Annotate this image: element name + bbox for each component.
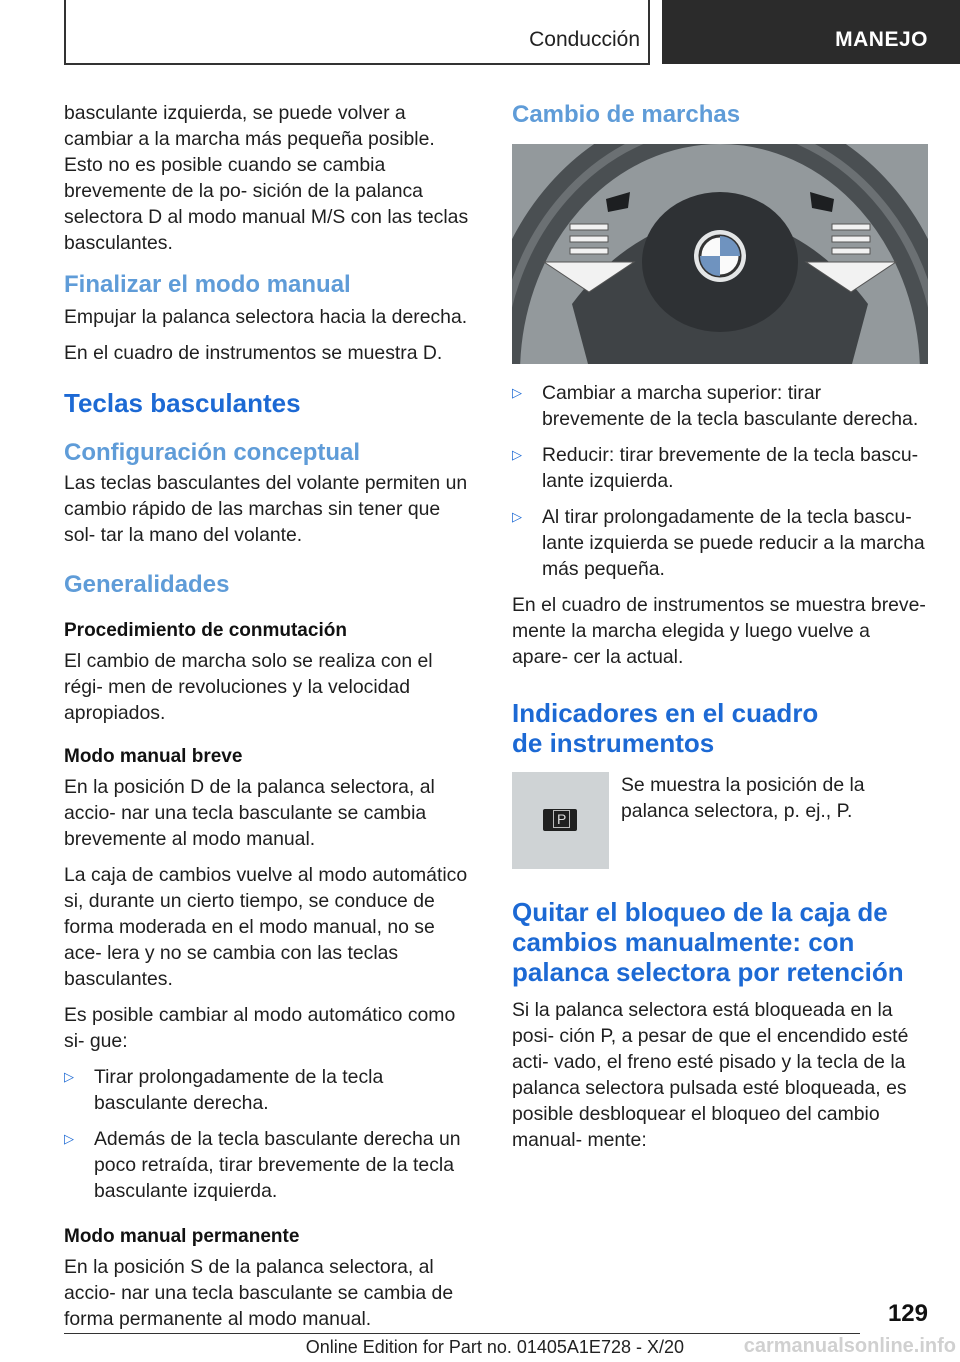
steering-wheel-illustration bbox=[512, 144, 928, 364]
finalizar-paragraph-2: En el cuadro de instrumentos se muestra D. bbox=[64, 342, 443, 364]
list-item: ▷ Cambiar a marcha superior: tirar brevemente de la tecla basculante derecha. bbox=[512, 382, 919, 430]
cambio-paragraph: En el cuadro de instrumentos se muestra breve- mente la marcha elegida y luego vuelve a apare- cer la actual. bbox=[512, 594, 926, 668]
header-section-title: Conducción bbox=[529, 28, 640, 51]
cambio-heading: Cambio de marchas bbox=[512, 101, 741, 128]
list-item: ▷ Tirar prolongadamente de la tecla basculante derecha. bbox=[64, 1066, 384, 1114]
triangle-bullet-icon: ▷ bbox=[512, 385, 522, 400]
procedimiento-heading: Procedimiento de conmutación bbox=[64, 620, 347, 641]
cambio-list bbox=[512, 380, 928, 582]
page-number: 129 bbox=[887, 1300, 928, 1327]
list-item: ▷ Además de la tecla basculante derecha un poco retraída, tirar brevemente de la tecla basculante izquierda. bbox=[64, 1128, 461, 1202]
modo-permanente-heading: Modo manual permanente bbox=[64, 1226, 300, 1247]
config-heading: Configuración conceptual bbox=[64, 439, 361, 466]
generalidades-heading: Generalidades bbox=[64, 571, 230, 598]
steering-wheel-image bbox=[512, 144, 928, 364]
procedimiento-paragraph: El cambio de marcha solo se realiza con el régi- men de revoluciones y la velocidad apropiados. bbox=[64, 650, 433, 724]
indicadores-paragraph: Se muestra la posición de la palanca selectora, p. ej., P. bbox=[621, 774, 865, 822]
gear-display bbox=[543, 809, 577, 831]
intro-paragraph: basculante izquierda, se puede volver a cambiar a la marcha más pequeña posible. Esto no es posible cuando se cambia brevemente de la po- sición de la palanca selectora D al modo manual M/S con las teclas basculantes. bbox=[64, 102, 469, 254]
indicadores-heading: Indicadores en el cuadro de instrumentos bbox=[512, 698, 819, 758]
modo-breve-paragraph-1: En la posición D de la palanca selectora, al accio- nar una tecla basculante se cambia brevemente al modo manual. bbox=[64, 776, 435, 850]
left-column bbox=[64, 100, 476, 1342]
header-rule bbox=[64, 63, 650, 65]
indicadores-block bbox=[512, 772, 928, 869]
triangle-bullet-icon: ▷ bbox=[64, 1131, 74, 1146]
quitar-bloqueo-heading: Quitar el bloqueo de la caja de cambios manualmente: con palanca selectora por retención bbox=[512, 897, 904, 987]
modo-breve-paragraph-2: La caja de cambios vuelve al modo automático si, durante un cierto tiempo, se conduce de forma moderada en el modo manual, no se ace- lera y no se cambia con las teclas basculantes. bbox=[64, 864, 468, 990]
quitar-bloqueo-paragraph: Si la palanca selectora está bloqueada en la posi- ción P, a pesar de que el encendido esté acti- vado, el freno esté pisado y la tecla de la palanca selectora pulsada esté bloqueada, es posible desbloquear el bloqueo del cambio manual- mente: bbox=[512, 999, 909, 1151]
modo-breve-paragraph-3: Es posible cambiar al modo automático como si- gue: bbox=[64, 1004, 456, 1052]
teclas-heading: Teclas basculantes bbox=[64, 388, 301, 418]
right-column bbox=[512, 100, 928, 1163]
modo-breve-heading: Modo manual breve bbox=[64, 746, 243, 767]
header-divider-left bbox=[64, 0, 66, 64]
header-chapter-tab[interactable] bbox=[662, 0, 960, 64]
finalizar-heading: Finalizar el modo manual bbox=[64, 271, 351, 298]
triangle-bullet-icon: ▷ bbox=[512, 509, 522, 524]
finalizar-paragraph-1: Empujar la palanca selectora hacia la derecha. bbox=[64, 306, 468, 328]
footer-rule bbox=[64, 1333, 860, 1334]
gear-letter: P bbox=[553, 810, 570, 828]
footer-edition: Online Edition for Part no. 01405A1E728 - X/20 bbox=[305, 1337, 684, 1357]
header-divider-mid bbox=[648, 0, 650, 64]
list-item: ▷ Al tirar prolongadamente de la tecla bascu- lante izquierda se puede reducir a la marcha más pequeña. bbox=[512, 506, 925, 580]
modo-permanente-paragraph: En la posición S de la palanca selectora, al accio- nar una tecla basculante se cambia de forma permanente al modo manual. bbox=[64, 1256, 454, 1330]
triangle-bullet-icon: ▷ bbox=[64, 1069, 74, 1084]
header-chapter-label: MANEJO bbox=[835, 28, 928, 51]
triangle-bullet-icon: ▷ bbox=[512, 447, 522, 462]
watermark-text: carmanualsonline.info bbox=[743, 1335, 956, 1357]
list-item: ▷ Reducir: tirar brevemente de la tecla bascu- lante izquierda. bbox=[512, 444, 919, 492]
gear-indicator-image bbox=[512, 772, 609, 869]
config-paragraph: Las teclas basculantes del volante permiten un cambio rápido de las marchas sin tener que sol- tar la mano del volante. bbox=[64, 472, 468, 546]
modo-breve-list bbox=[64, 1064, 476, 1204]
